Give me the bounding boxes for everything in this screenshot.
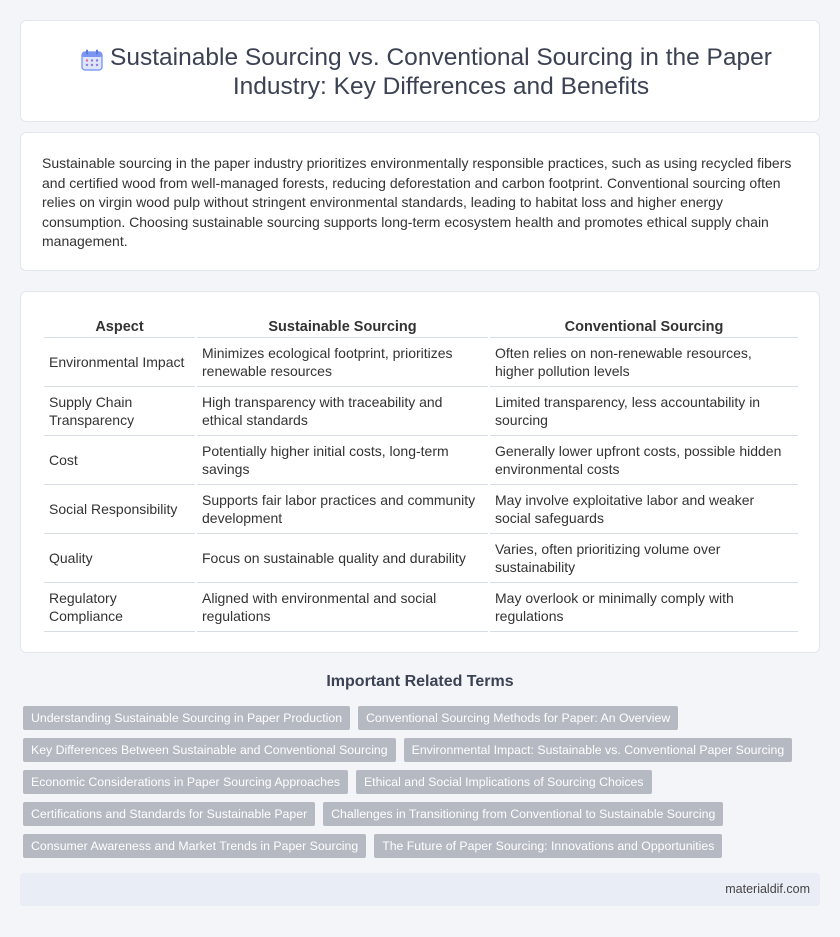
related-term-link[interactable]: Understanding Sustainable Sourcing in Paper Production — [23, 706, 350, 730]
related-term-link[interactable]: Environmental Impact: Sustainable vs. Conventional Paper Sourcing — [404, 738, 793, 762]
table-row — [44, 387, 798, 436]
row-conventional: Limited transparency, less accountability in sourcing — [490, 387, 798, 436]
comparison-table — [42, 314, 800, 632]
related-terms-heading: Important Related Terms — [326, 673, 514, 690]
related-term-link[interactable]: Challenges in Transitioning from Conventional to Sustainable Sourcing — [323, 802, 723, 826]
row-sustainable: Potentially higher initial costs, long-term savings — [197, 436, 488, 485]
related-term-link[interactable]: Key Differences Between Sustainable and Conventional Sourcing — [23, 738, 396, 762]
row-sustainable: Minimizes ecological footprint, prioritizes renewable resources — [197, 338, 488, 387]
row-conventional: Varies, often prioritizing volume over sustainability — [490, 534, 798, 583]
header-card — [20, 20, 820, 122]
row-aspect: Supply Chain Transparency — [44, 387, 195, 436]
row-sustainable: High transparency with traceability and ethical standards — [197, 387, 488, 436]
header-conventional: Conventional Sourcing — [490, 314, 798, 338]
row-aspect: Social Responsibility — [44, 485, 195, 534]
table-row — [44, 338, 798, 387]
related-term-link[interactable]: The Future of Paper Sourcing: Innovations and Opportunities — [374, 834, 722, 858]
intro-paragraph: Sustainable sourcing in the paper industry prioritizes environmentally responsible practices, such as using recycled fibers and certified wood from well-managed forests, reducing deforestation and carbon footprint. Conventional sourcing often relies on virgin wood pulp without stringent environmental standards, leading to habitat loss and higher energy consumption. Choosing sustainable sourcing supports long-term ecosystem health and promotes ethical supply chain management. — [42, 155, 792, 249]
related-term-link[interactable]: Conventional Sourcing Methods for Paper: An Overview — [358, 706, 678, 730]
related-term-link[interactable]: Economic Considerations in Paper Sourcing Approaches — [23, 770, 348, 794]
related-term-link[interactable]: Certifications and Standards for Sustainable Paper — [23, 802, 315, 826]
related-term-link[interactable]: Ethical and Social Implications of Sourcing Choices — [356, 770, 652, 794]
row-aspect: Regulatory Compliance — [44, 583, 195, 632]
related-term-link[interactable]: Consumer Awareness and Market Trends in Paper Sourcing — [23, 834, 366, 858]
header-sustainable: Sustainable Sourcing — [197, 314, 488, 338]
row-aspect: Environmental Impact — [44, 338, 195, 387]
row-conventional: May involve exploitative labor and weaker social safeguards — [490, 485, 798, 534]
table-row — [44, 534, 798, 583]
table-header-row — [44, 314, 798, 338]
row-conventional: Generally lower upfront costs, possible hidden environmental costs — [490, 436, 798, 485]
footer — [20, 873, 820, 906]
table-row — [44, 485, 798, 534]
site-link[interactable]: materialdif.com — [725, 882, 810, 896]
comparison-table-card — [20, 291, 820, 653]
row-sustainable: Supports fair labor practices and community development — [197, 485, 488, 534]
row-sustainable: Focus on sustainable quality and durability — [197, 534, 488, 583]
row-sustainable: Aligned with environmental and social regulations — [197, 583, 488, 632]
page-title: Sustainable Sourcing vs. Conventional Sourcing in the Paper Industry: Key Differences and Benefits — [110, 44, 772, 100]
table-row — [44, 436, 798, 485]
row-conventional: May overlook or minimally comply with regulations — [490, 583, 798, 632]
table-row — [44, 583, 798, 632]
row-conventional: Often relies on non-renewable resources, higher pollution levels — [490, 338, 798, 387]
related-terms-list — [23, 706, 803, 866]
intro-card — [20, 132, 820, 271]
row-aspect: Cost — [44, 436, 195, 485]
row-aspect: Quality — [44, 534, 195, 583]
header-aspect: Aspect — [44, 314, 195, 338]
